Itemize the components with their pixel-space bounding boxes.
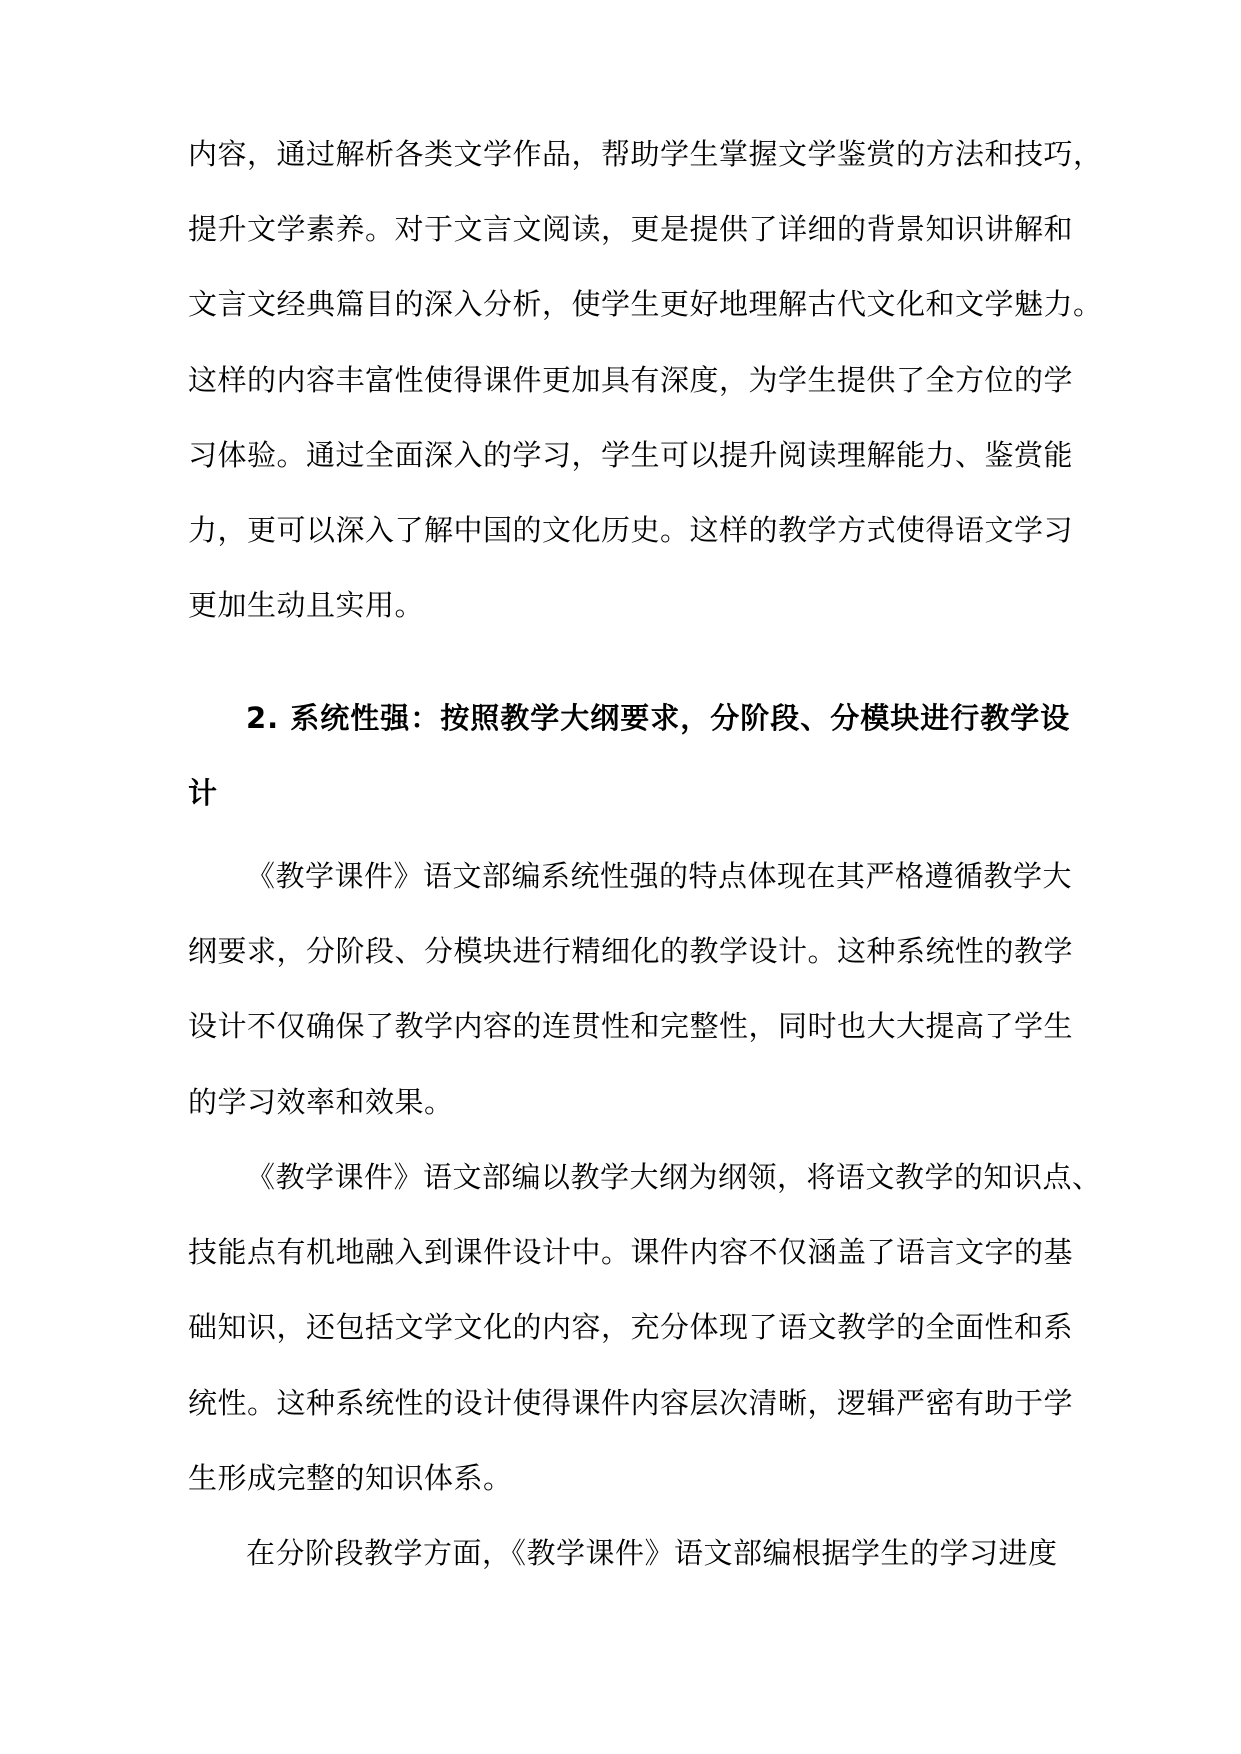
paragraph-line: 设计不仅确保了教学内容的连贯性和完整性，同时也大大提高了学生: [188, 1009, 1074, 1043]
paragraph-line: 技能点有机地融入到课件设计中。课件内容不仅涵盖了语言文字的基: [188, 1235, 1074, 1269]
paragraph-line: 础知识，还包括文学文化的内容，充分体现了语文教学的全面性和系: [188, 1310, 1074, 1344]
paragraph-line: 《教学课件》语文部编系统性强的特点体现在其严格遵循教学大: [246, 859, 1073, 893]
paragraph-line: 习体验。通过全面深入的学习，学生可以提升阅读理解能力、鉴赏能: [188, 438, 1074, 472]
section-heading: 2. 系统性强：按照教学大纲要求，分阶段、分模块进行教学设: [246, 701, 1071, 735]
paragraph-line: 的学习效率和效果。: [188, 1085, 454, 1119]
paragraph-line: 文言文经典篇目的深入分析，使学生更好地理解古代文化和文学魅力。: [188, 287, 1103, 321]
paragraph-line: 生形成完整的知识体系。: [188, 1461, 513, 1495]
paragraph-line: 这样的内容丰富性使得课件更加具有深度，为学生提供了全方位的学: [188, 363, 1074, 397]
paragraph-line: 统性。这种系统性的设计使得课件内容层次清晰，逻辑严密有助于学: [188, 1386, 1074, 1420]
paragraph-line: 《教学课件》语文部编以教学大纲为纲领，将语文教学的知识点、: [246, 1160, 1102, 1194]
paragraph-line: 内容，通过解析各类文学作品，帮助学生掌握文学鉴赏的方法和技巧，: [188, 137, 1103, 171]
paragraph-line: 在分阶段教学方面，《教学课件》语文部编根据学生的学习进度: [246, 1536, 1058, 1570]
paragraph-line: 更加生动且实用。: [188, 588, 425, 622]
paragraph-line: 力，更可以深入了解中国的文化历史。这样的教学方式使得语文学习: [188, 513, 1074, 547]
section-heading-continued: 计: [188, 776, 219, 810]
paragraph-line: 纲要求，分阶段、分模块进行精细化的教学设计。这种系统性的教学: [188, 934, 1074, 968]
paragraph-line: 提升文学素养。对于文言文阅读，更是提供了详细的背景知识讲解和: [188, 212, 1074, 246]
